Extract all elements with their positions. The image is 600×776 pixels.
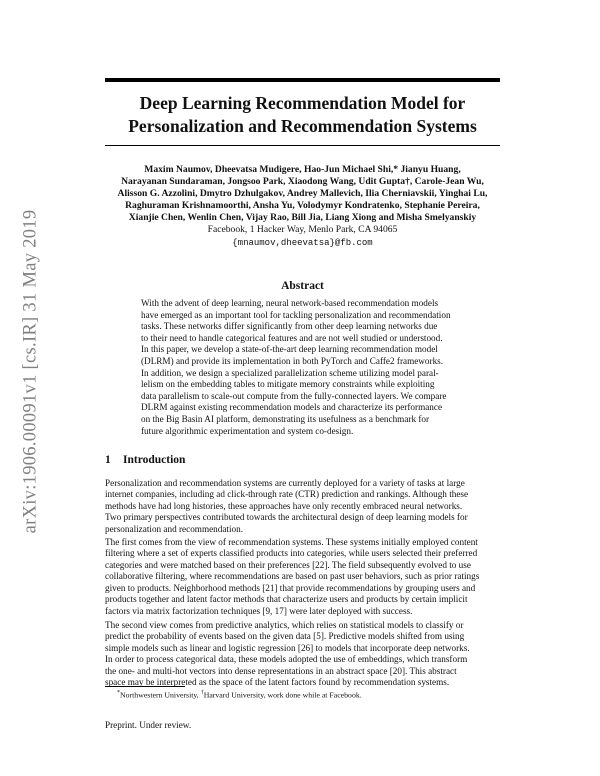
paragraph-line: collaborative filtering, where recommendations are based on past user behaviors, such as prior ratings xyxy=(105,571,480,582)
paragraph-line: filtering where a set of experts classified products into categories, while users selected their preferred xyxy=(105,548,478,559)
abstract-heading: Abstract xyxy=(281,280,324,292)
footnote-mark: † xyxy=(200,690,204,696)
title-line: Personalization and Recommendation Systems xyxy=(128,116,477,136)
affiliation: Facebook, 1 Hacker Way, Menlo Park, CA 94065 xyxy=(207,224,398,236)
abstract-line: With the advent of deep learning, neural network-based recommendation models xyxy=(141,298,439,308)
abstract-line: future algorithmic experimentation and system co-design. xyxy=(141,425,354,436)
author-line: Narayanan Sundaraman, Jongsoo Park, Xiaodong Wang, Udit Gupta†, Carole-Jean Wu, xyxy=(121,176,484,188)
arxiv-id: arXiv:1906.00091v1 [cs.IR] 31 May 2019 xyxy=(20,209,41,533)
abstract-line: to their need to handle categorical features and are not well studied or understood. xyxy=(141,332,443,343)
arxiv-stamp xyxy=(20,206,42,536)
abstract-line: (DLRM) and provide its implementation in both PyTorch and Caffe2 frameworks. xyxy=(141,355,444,366)
paragraph-line: methods have had long histories, these approaches have only recently embraced neural networks. xyxy=(105,500,463,511)
intro-paragraph-1 xyxy=(105,478,500,535)
paragraph-line: the one- and multi-hot vectors into dense representations in an abstract space [20]. This abstract xyxy=(105,665,457,676)
author-line: Raghuraman Krishnamoorthi, Ansha Yu, Volodymyr Kondratenko, Stephanie Pereira, xyxy=(125,200,480,212)
abstract-body xyxy=(141,298,465,437)
title-bottom-rule xyxy=(105,145,500,146)
paragraph-line: personalization and recommendation. xyxy=(105,523,244,534)
abstract-line: DLRM against existing recommendation models and characterize its performance xyxy=(141,402,443,413)
abstract-line: tasks. These networks differ significantly from other deep learning networks due xyxy=(141,321,438,332)
paragraph-line: factors via matrix factorization techniques [9, 17] were later deployed with success. xyxy=(105,605,413,616)
paragraph-line: simple models such as linear and logistic regression [26] to models that incorporate deep networks. xyxy=(105,642,470,653)
abstract-line: In addition, we design a specialized parallelization scheme utilizing model paral- xyxy=(141,367,439,378)
footnote-text: Harvard University, work done while at Facebook. xyxy=(203,690,362,700)
abstract-line: on the Big Basin AI platform, demonstrating its usefulness as a benchmark for xyxy=(141,413,430,424)
intro-paragraph-2 xyxy=(105,537,500,617)
paragraph-line: Personalization and recommendation systems are currently deployed for a variety of tasks at large xyxy=(105,478,465,488)
footnote-rule xyxy=(105,686,185,687)
author-line: Alisson G. Azzolini, Dmytro Dzhulgakov, Andrey Mallevich, Ilia Cherniavskii, Yinghai Lu, xyxy=(117,188,488,200)
footnote-mark: * xyxy=(117,690,120,696)
author-block xyxy=(105,164,500,249)
paragraph-line: space may be interpreted as the space of the latent factors found by recommendation systems. xyxy=(105,677,450,688)
author-line: Xianjie Chen, Wenlin Chen, Vijay Rao, Bill Jia, Liang Xiong and Misha Smelyanskiy xyxy=(128,212,477,224)
paper-title xyxy=(105,92,500,138)
abstract-line: In this paper, we develop a state-of-the-art deep learning recommendation model xyxy=(141,344,438,355)
section-title: Introduction xyxy=(123,454,186,466)
section-number: 1 xyxy=(105,454,111,466)
title-line: Deep Learning Recommendation Model for xyxy=(139,93,466,113)
footnote xyxy=(117,688,500,701)
abstract-line: have emerged as an important tool for tackling personalization and recommendation xyxy=(141,309,451,320)
paragraph-line: given to products. Neighborhood methods [21] that provide recommendations by grouping users and xyxy=(105,582,476,593)
footnote-text: Northwestern University, xyxy=(120,690,201,700)
abstract-line: lelism on the embedding tables to mitigate memory constraints while exploiting xyxy=(141,379,435,390)
paragraph-line: The second view comes from predictive analytics, which relies on statistical models to classify or xyxy=(105,620,464,630)
author-email: {mnaumov,dheevatsa}@fb.com xyxy=(232,237,373,248)
paragraph-line: The first comes from the view of recommendation systems. These systems initially employed content xyxy=(105,537,478,547)
paragraph-line: predict the probability of events based on the given data [5]. Predictive models shifted from using xyxy=(105,631,465,642)
paragraph-line: categories and were matched based on their preferences [22]. The field subsequently evolved to use xyxy=(105,559,471,570)
preprint-note: Preprint. Under review. xyxy=(105,720,192,730)
intro-paragraph-3 xyxy=(105,620,500,689)
author-line: Maxim Naumov, Dheevatsa Mudigere, Hao-Jun Michael Shi,* Jianyu Huang, xyxy=(144,164,461,175)
paragraph-line: Two primary perspectives contributed towards the architectural design of deep learning models for xyxy=(105,512,468,523)
paragraph-line: internet companies, including ad click-through rate (CTR) prediction and rankings. Although these xyxy=(105,489,469,500)
paragraph-line: products together and latent factor methods that characterize users and products by certain implicit xyxy=(105,594,468,605)
title-top-rule xyxy=(105,78,500,82)
paragraph-line: In order to process categorical data, these models adopted the use of embeddings, which transform xyxy=(105,654,468,665)
abstract-line: data parallelism to scale-out compute from the fully-connected layers. We compare xyxy=(141,390,447,401)
section-heading xyxy=(105,454,500,466)
